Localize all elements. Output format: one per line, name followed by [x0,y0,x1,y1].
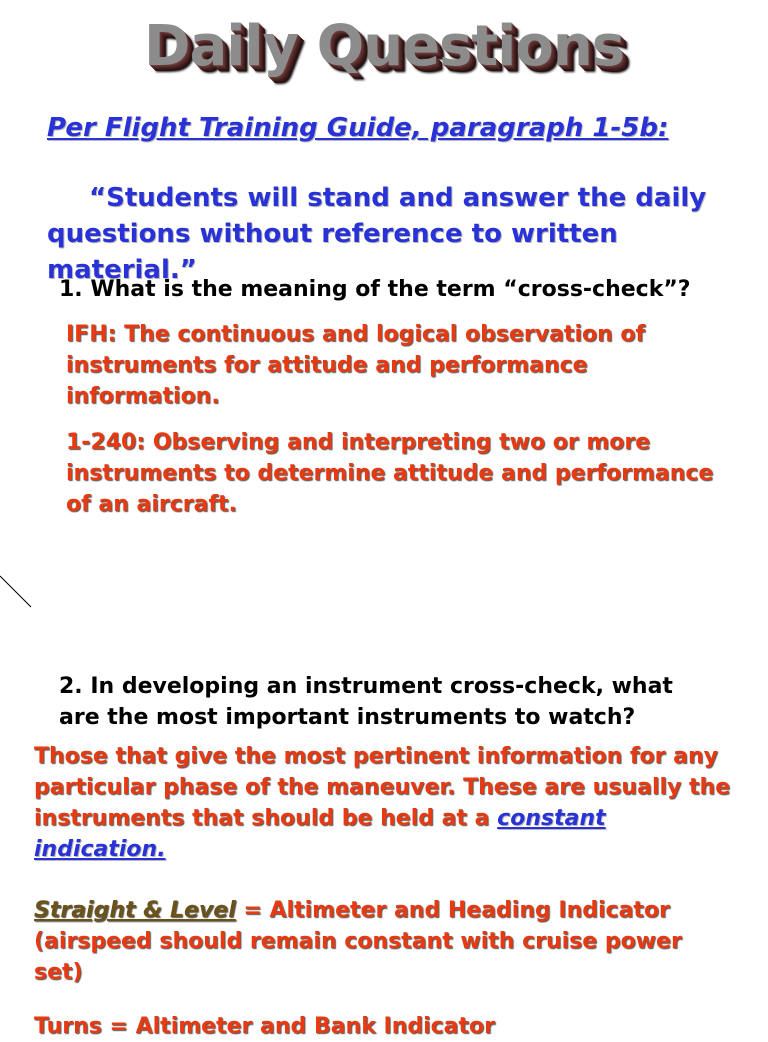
turns-answer: Turns = Altimeter and Bank Indicator [34,1014,496,1039]
answer-1-240: 1-240: Observing and interpreting two or more instruments to determine attitude and performance of an aircraft. [66,430,714,517]
answer-2-intro: Those that give the most pertinent information for any particular phase of the maneuver. These are usually the instruments that should be held at a [34,744,731,831]
answer-2 [34,741,734,865]
straight-and-level-answer [34,895,734,988]
straight-and-level-term: Straight & Level [34,898,236,923]
straight-and-level-definition: = Altimeter and Heading Indicator (airspeed should remain constant with cruise power set) [34,898,682,985]
quote-text: “Students will stand and answer the daily questions without reference to written material.” [47,183,707,285]
reference-line: Per Flight Training Guide, paragraph 1-5b: [47,113,669,143]
answer-1-ifh: IFH: The continuous and logical observation of instruments for attitude and performance information. [66,322,646,409]
diagonal-line-mark [0,570,34,610]
page-title: Daily Questions [143,14,625,79]
question-1: 1. What is the meaning of the term “cross-check”? [59,277,691,302]
question-2: 2. In developing an instrument cross-check, what are the most important instruments to watch? [59,674,673,730]
training-guide-quote [47,180,707,288]
constant-indication-emphasis: constant indication. [34,806,606,862]
